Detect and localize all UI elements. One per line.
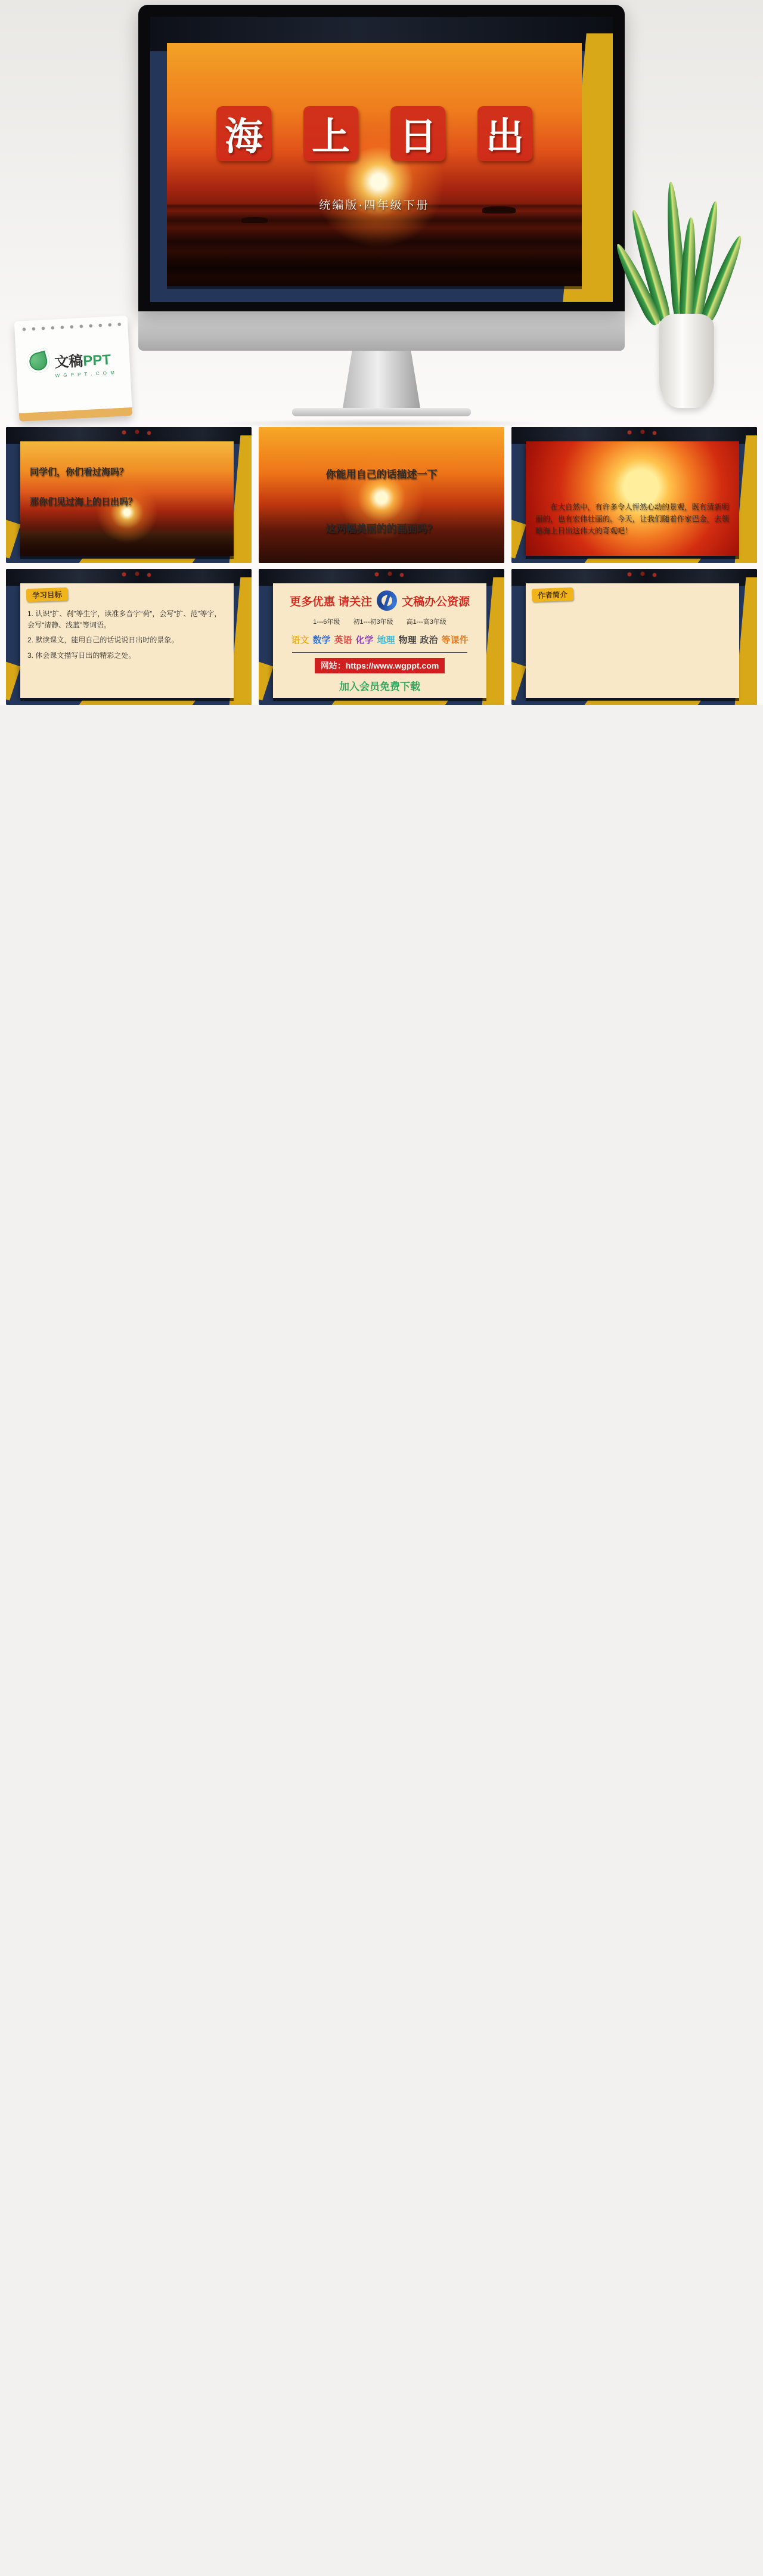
desk-calendar-logo [14, 316, 133, 422]
slide-content: 同学们，你们看过海吗？ 那你们见过海上的日出吗？ [30, 467, 138, 507]
slide-content [526, 583, 739, 698]
slide-01-intro-question[interactable] [6, 427, 252, 563]
monitor-stand-neck [343, 351, 420, 408]
brand-name-en: PPT [82, 351, 111, 369]
wgppt-logo-icon [377, 590, 397, 611]
boat-silhouette [241, 217, 268, 223]
slide-02-describe-question[interactable] [259, 427, 504, 563]
brand-name-cn: 文稿 [54, 352, 84, 371]
slide-04-learning-goals[interactable] [6, 569, 252, 705]
slide-05-promo[interactable] [259, 569, 504, 705]
slide-content: 在大自然中，有许多令人怦然心动的景观，既有清新明丽的，也有宏伟壮丽的。今天，让我们随着作家巴金，去领略海上日出这伟大的奇观吧！ [535, 503, 730, 535]
slide-content: 更多优惠 请关注 文稿办公资源 1---6年级 初1---初3年级 高1---高3年级 语文 数学 英语 化学 地理 物理 政治 等课件 网站：https://www.wgppt.com 加入会员免费下载 [273, 583, 486, 698]
section-tag: 学习目标 [26, 587, 69, 602]
slide-thumbnail-grid [0, 425, 763, 705]
monitor-mockup [138, 5, 625, 428]
title-char: 上 [303, 106, 358, 161]
title-slide-subtitle: 统编版·四年级下册 [319, 199, 430, 212]
calendar-spiral [19, 318, 123, 336]
plant-vase [659, 314, 714, 408]
page-title [167, 106, 582, 161]
slide-content: 你能用自己的话描述一下 这两幅美丽的的画面吗？ [325, 469, 438, 535]
slide-06-author-intro[interactable] [511, 569, 757, 705]
brand-leaf-icon [24, 348, 52, 376]
section-tag: 作者简介 [532, 587, 574, 602]
title-char: 海 [216, 106, 271, 161]
monitor-stand-base [292, 408, 471, 416]
monitor-bezel [138, 5, 625, 311]
brand-url: W G P P T . C O M [55, 370, 116, 379]
title-char: 出 [477, 106, 532, 161]
hero-section [0, 0, 763, 425]
monitor-screen [150, 17, 613, 302]
boat-silhouette [482, 206, 516, 214]
slide-03-lead-in[interactable] [511, 427, 757, 563]
slide-content: 学习目标 1. 认识“扩、刹”等生字，读准多音字“荷”，会写“扩、范”等字，会写“清静、浅蓝”等词语。 2. 默读课文，能用自己的话说说日出时的景象。 3. 体会课文描写日出的精彩之处。 [20, 583, 234, 698]
plant-decoration [632, 157, 739, 408]
title-slide-photo [167, 43, 582, 286]
title-char: 日 [390, 106, 445, 161]
monitor-chin [138, 311, 625, 351]
